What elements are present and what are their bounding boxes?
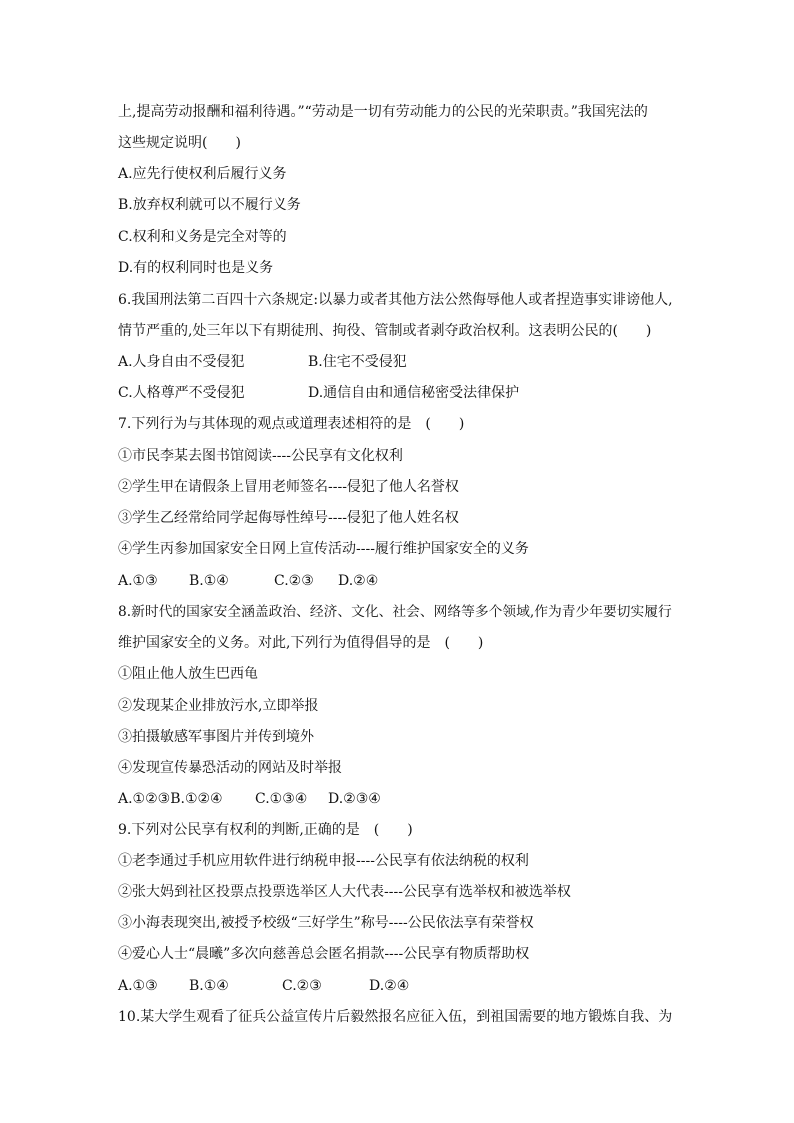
q6-stem-line-1: 6.我国刑法第二百四十六条规定:以暴力或者其他方法公然侮辱他人或者捏造事实诽谤他人,	[118, 292, 673, 308]
q8-item-3: ③拍摄敏感军事图片并传到境外	[118, 729, 314, 745]
q8-option-c: C.①③④	[255, 791, 308, 807]
q5-option-b: B.放弃权利就可以不履行义务	[118, 197, 301, 213]
q10-stem-line-1: 10.某大学生观看了征兵公益宣传片后毅然报名应征入伍，到祖国需要的地方锻炼自我、为	[118, 1009, 673, 1025]
q6-option-b: B.住宅不受侵犯	[308, 354, 407, 370]
q8-item-4: ④发现宣传暴恐活动的网站及时举报	[118, 760, 342, 776]
q8-option-d: D.②③④	[328, 791, 381, 807]
q9-item-3: ③小海表现突出,被授予校级“三好学生”称号----公民依法享有荣誉权	[118, 915, 534, 931]
q5-option-c: C.权利和义务是完全对等的	[118, 229, 287, 245]
q7-item-2: ②学生甲在请假条上冒用老师签名----侵犯了他人名誉权	[118, 479, 459, 495]
q6-option-d: D.通信自由和通信秘密受法律保护	[308, 385, 520, 401]
q6-option-c: C.人格尊严不受侵犯	[118, 385, 245, 401]
q9-item-2: ②张大妈到社区投票点投票选举区人大代表----公民享有选举权和被选举权	[118, 884, 571, 900]
q9-option-b: B.①④	[189, 978, 229, 994]
q7-option-c: C.②③	[274, 573, 314, 589]
q8-option-ab: A.①②③B.①②④	[118, 791, 223, 807]
q7-item-1: ①市民李某去图书馆阅读----公民享有文化权利	[118, 448, 403, 464]
q9-stem: 9.下列对公民享有权利的判断,正确的是 ( )	[118, 822, 413, 838]
q7-item-3: ③学生乙经常给同学起侮辱性绰号----侵犯了他人姓名权	[118, 510, 459, 526]
q7-option-d: D.②④	[338, 573, 379, 589]
q7-option-a: A.①③	[118, 573, 158, 589]
q8-item-2: ②发现某企业排放污水,立即举报	[118, 698, 319, 714]
q5-stem-line-1: 上,提高劳动报酬和福利待遇。”“劳动是一切有劳动能力的公民的光荣职责。”我国宪法的	[118, 104, 648, 120]
q5-option-d: D.有的权利同时也是义务	[118, 260, 274, 276]
q8-stem-line-2: 维护国家安全的义务。对此,下列行为值得倡导的是 ( )	[118, 635, 484, 651]
q9-option-d: D.②④	[369, 978, 410, 994]
q8-item-1: ①阻止他人放生巴西龟	[118, 666, 258, 682]
q6-stem-line-2: 情节严重的,处三年以下有期徒刑、拘役、管制或者剥夺政治权利。这表明公民的( )	[118, 323, 652, 339]
q9-item-4: ④爱心人士“晨曦”多次向慈善总会匿名捐款----公民享有物质帮助权	[118, 946, 530, 962]
q9-option-c: C.②③	[282, 978, 322, 994]
q7-option-b: B.①④	[189, 573, 229, 589]
q9-option-a: A.①③	[118, 978, 158, 994]
q5-option-a: A.应先行使权利后履行义务	[118, 166, 287, 182]
q7-stem: 7.下列行为与其体现的观点或道理表述相符的是 ( )	[118, 416, 465, 432]
q9-item-1: ①老李通过手机应用软件进行纳税申报----公民享有依法纳税的权利	[118, 853, 529, 869]
q6-option-a: A.人身自由不受侵犯	[118, 354, 245, 370]
q5-stem-line-2: 这些规定说明( )	[118, 135, 241, 151]
q7-item-4: ④学生丙参加国家安全日网上宣传活动----履行维护国家安全的义务	[118, 541, 529, 557]
q8-stem-line-1: 8.新时代的国家安全涵盖政治、经济、文化、社会、网络等多个领域,作为青少年要切实履行	[118, 604, 672, 620]
